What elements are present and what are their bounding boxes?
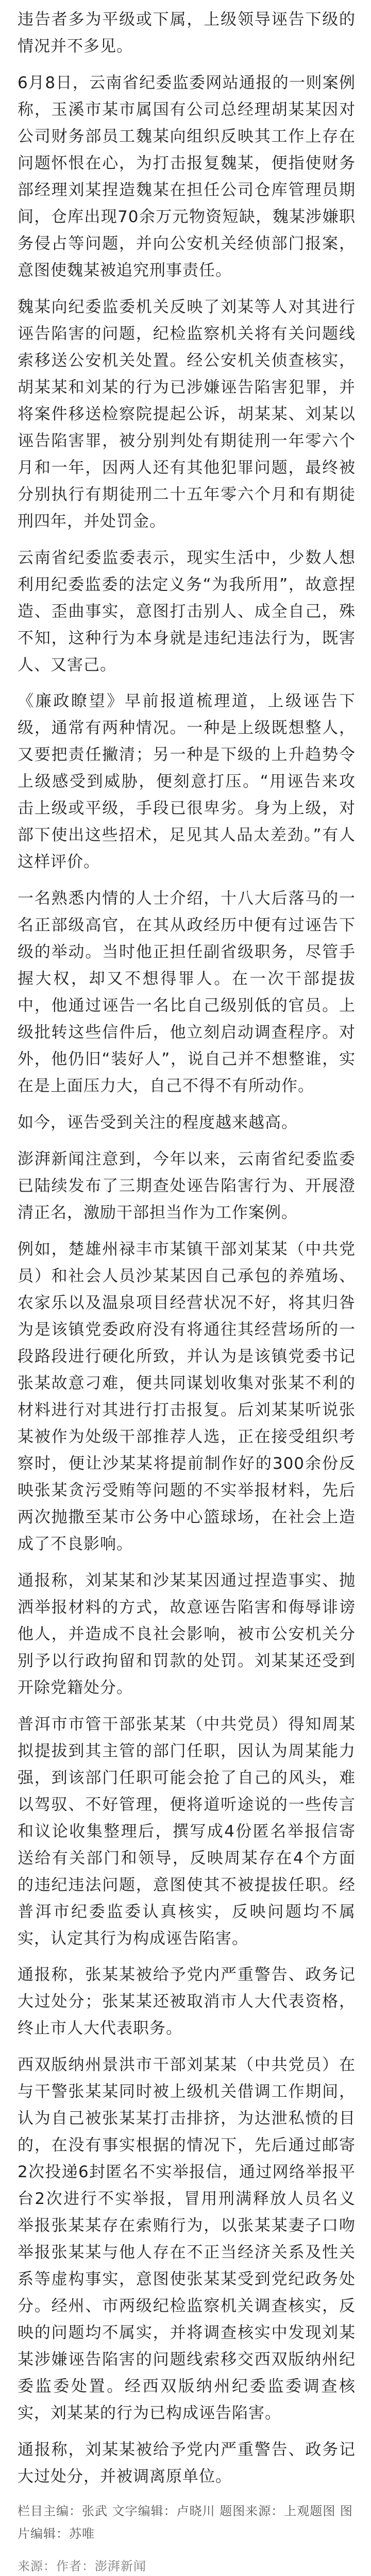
- article-source: 来源：作者：澎湃新闻: [18, 2558, 146, 2573]
- article-paragraph-5: 《廉政瞭望》早前报道梳理道，上级诬告下级，通常有两种情况。一种是上级既想整人，又要把责任撇清；另一种是下级的上升趋势令上级感受到威胁，便刻意打压。“用诬告来攻击上级或平级，手段已很卑劣。身为上级，对部下使出这些招术，足见其人品太差劲。”有人这样评价。: [18, 692, 356, 872]
- editor-credits: 栏目主编：张武 文字编辑：卢晓川 题图来源：上观题图 图片编辑：苏唯: [18, 2504, 353, 2541]
- article-paragraph-10: 通报称，刘某某和沙某某因通过捏造事实、抛洒举报材料的方式，故意诬告陷害和侮辱诽谤他人，并造成不良社会影响，被市公安机关分别予以行政拘留和罚款的处罚。刘某某还受到开除党籍处分。: [18, 1571, 356, 1697]
- article-paragraph-9: 例如，楚雄州禄丰市某镇干部刘某某（中共党员）和社会人员沙某某因自己承包的养殖场、农家乐以及温泉项目经营状况不好，将其归咎为是该镇党委政府没有将通往其经营场所的一段路段进行硬化所致，并认为是该镇党委书记张某故意刁难，便共同谋划收集对张某不利的材料进行对其进行打击报复。后刘某某听说张某被作为处级干部推荐人选，正在接受组织考察时，便让沙某某将提前制作好的300余份反映张某贪污受贿等问题的不实举报材料，先后两次抛撒至某市公务中心篮球场，在社会上造成了不良影响。: [18, 1240, 356, 1553]
- article-paragraph-7: 如今，诬告受到关注的程度越来越高。: [18, 1113, 298, 1132]
- article-paragraph-12: 通报称，张某某被给予党内严重警告、政务记大过处分；张某某还被取消市人大代表资格，终止市人大代表职务。: [18, 1965, 356, 2038]
- article-paragraph-4: 云南省纪委监委表示，现实生活中，少数人想利用纪委监委的法定义务“为我所用”，故意捏造、歪曲事实，意图打击别人、成全自己，殊不知，这种行为本身就是违纪违法行为，既害人、又害己。: [18, 548, 356, 674]
- article-paragraph-1: 违告者多为平级或下属，上级领导诬告下级的情况并不多见。: [18, 10, 356, 56]
- article-paragraph-2: 6月8日，云南省纪委监委网站通报的一则案例称，玉溪市某市属国有公司总经理胡某某因对公司财务部员工魏某向组织反映其工作上存在问题怀恨在心，为打击报复魏某，便指使财务部经理刘某捏造魏某在担任公司仓库管理员期间，仓库出现70余万元物资短缺，魏某涉嫌职务侵占等问题，并向公安机关经侦部门报案，意图使魏某被追究刑事责任。: [18, 73, 356, 280]
- article-paragraph-3: 魏某向纪委监委机关反映了刘某等人对其进行诬告陷害的问题，纪检监察机关将有关问题线索移送公安机关处置。经公安机关侦查核实，胡某某和刘某的行为已涉嫌诬告陷害犯罪，并将案件移送检察院提起公诉，胡某某、刘某以诬告陷害罪，被分别判处有期徒刑一年零六个月和一年，因两人还有其他犯罪问题，最终被分别执行有期徒刑二十五年零六个月和有期徒刑四年，并处罚金。: [18, 297, 356, 531]
- article-paragraph-14: 通报称，刘某某被给予党内严重警告、政务记大过处分，并被调离原单位。: [18, 2441, 356, 2486]
- article-paragraph-11: 普洱市市管干部张某某（中共党员）得知周某拟提拔到其主管的部门任职，因认为周某能力强，到该部门任职可能会抢了自己的风头，难以驾驭、不好管理，便将道听途说的一些传言和议论收集整理后，撰写成4份匿名举报信寄送给有关部门和领导，反映周某存在4个方面的违纪违法问题，意图使其不被提拔任职。经普洱市纪委监委认真核实，反映问题均不属实，认定其行为构成诬告陷害。: [18, 1715, 356, 1948]
- article-paragraph-8: 澎湃新闻注意到，今年以来，云南省纪委监委已陆续发布了三期查处诬告陷害行为、开展澄清正名，激励干部担当作为工作案例。: [18, 1150, 356, 1223]
- article-paragraph-13: 西双版纳州景洪市干部刘某某（中共党员）在与干警张某某同时被上级机关借调工作期间，认为自己被张某某打击排挤，为达泄私愤的目的，在没有事实根据的情况下，先后通过邮寄2次投递6封匿名不实举报信，通过网络举报平台2次进行不实举报，冒用刑满释放人员名义举报张某某存在索贿行为，以张某某妻子口吻举报张某某与他人存在不正当经济关系及性关系等虚构事实，意图使张某某受到党纪政务处分。经州、市两级纪检监察机关调查核实，反映的问题均不属实，并将调查核实中发现刘某某涉嫌诬告陷害的问题线索移交西双版纳州纪委监委处置。经西双版纳州纪委监委调查核实，刘某某的行为已构成诬告陷害。: [18, 2056, 356, 2423]
- article-paragraph-6: 一名熟悉内情的人士介绍，十八大后落马的一名正部级高官，在其从政经历中便有过诬告下级的举动。当时他正担任副省级职务，尽管手握大权，却又不想得罪人。在一次干部提拔中，他通过诬告一名比自己级别低的官员。上级批转这些信件后，他立刻启动调查程序。对外，他仍旧“装好人”，说自己并不想整谁，实在是上面压力大，自己不得不有所动作。: [18, 889, 356, 1096]
